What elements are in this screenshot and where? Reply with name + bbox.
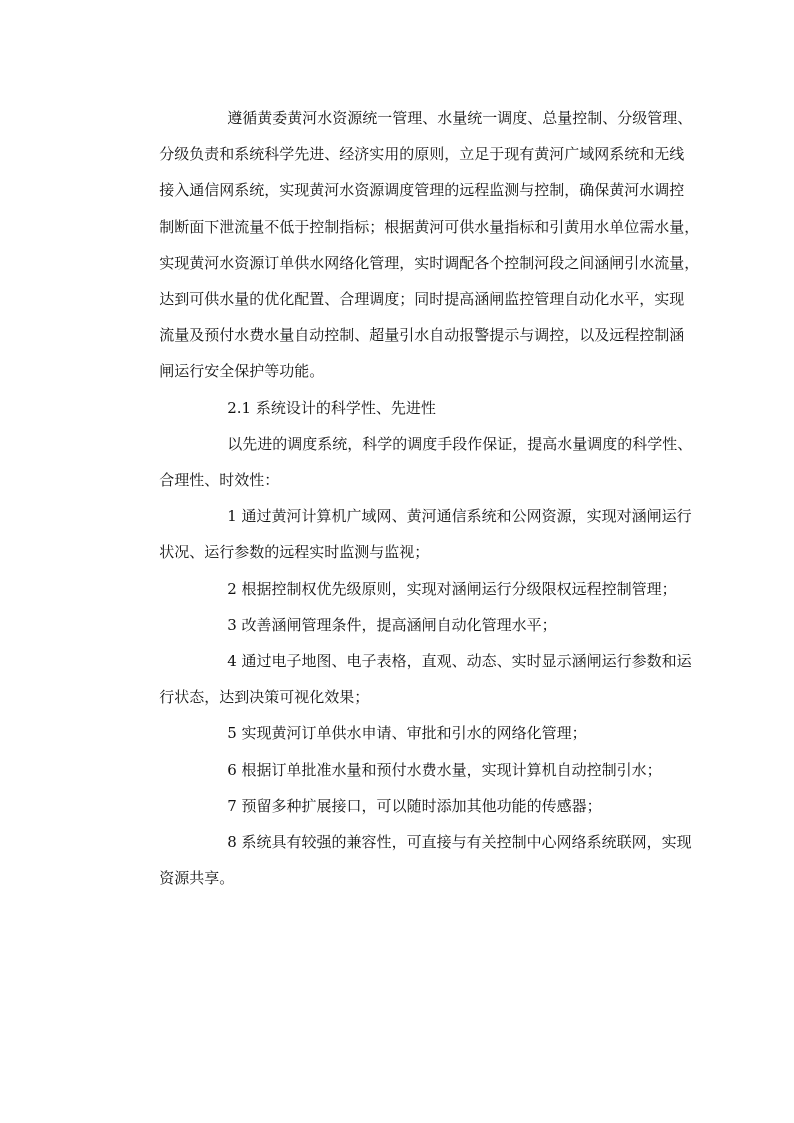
paragraph-intro	[118, 100, 700, 390]
text-line: 状况、运行参数的远程实时监测与监视；	[159, 543, 430, 562]
text-line: 1 通过黄河计算机广域网、黄河通信系统和公网资源，实现对涵闸运行	[227, 507, 692, 526]
text-line: 接入通信网系统，实现黄河水资源调度管理的远程监测与控制，确保黄河水调控	[159, 181, 685, 200]
list-item-5	[118, 715, 678, 751]
text-line: 行状态，达到决策可视化效果；	[159, 688, 370, 707]
list-item-6	[118, 752, 678, 788]
list-item-2	[118, 571, 678, 607]
text-line: 实现黄河水资源订单供水网络化管理，实时调配各个控制河段之间涵闸引水流量，	[159, 253, 700, 272]
text-line: 5 实现黄河订单供水申请、审批和引水的网络化管理；	[227, 724, 587, 743]
heading-line: 2.1 系统设计的科学性、先进性	[227, 398, 436, 417]
paragraph-summary	[118, 426, 693, 498]
text-line: 以先进的调度系统，科学的调度手段作保证，提高水量调度的科学性、	[227, 434, 693, 453]
text-line: 3 改善涵闸管理条件，提高涵闸自动化管理水平；	[227, 615, 557, 634]
text-line: 分级负责和系统科学先进、经济实用的原则，立足于现有黄河广域网系统和无线	[159, 145, 685, 164]
text-line: 6 根据订单批准水量和预付水费水量，实现计算机自动控制引水；	[227, 760, 662, 779]
text-line: 流量及预付水费水量自动控制、超量引水自动报警提示与调控，以及远程控制涵	[159, 326, 685, 345]
list-item-8	[118, 824, 692, 896]
text-line: 制断面下泄流量不低于控制指标；根据黄河可供水量指标和引黄用水单位需水量，	[159, 217, 700, 236]
text-line: 达到可供水量的优化配置、合理调度；同时提高涵闸监控管理自动化水平，实现	[159, 290, 685, 309]
list-item-7	[118, 788, 678, 824]
list-item-4	[118, 643, 692, 715]
text-line: 闸运行安全保护等功能。	[159, 362, 325, 381]
text-line: 资源共享。	[159, 869, 235, 888]
text-line: 2 根据控制权优先级原则，实现对涵闸运行分级限权远程控制管理；	[227, 579, 677, 598]
list-item-1	[118, 498, 692, 570]
text-line: 遵循黄委黄河水资源统一管理、水量统一调度、总量控制、分级管理、	[227, 109, 693, 127]
text-line: 7 预留多种扩展接口，可以随时添加其他功能的传感器；	[227, 796, 602, 815]
document-body	[118, 100, 700, 896]
text-line: 8 系统具有较强的兼容性，可直接与有关控制中心网络系统联网，实现	[227, 833, 692, 852]
section-heading-2-1	[118, 390, 678, 426]
text-line: 合理性、时效性：	[159, 471, 280, 490]
text-line: 4 通过电子地图、电子表格，直观、动态、实时显示涵闸运行参数和运	[227, 652, 692, 671]
list-item-3	[118, 607, 678, 643]
